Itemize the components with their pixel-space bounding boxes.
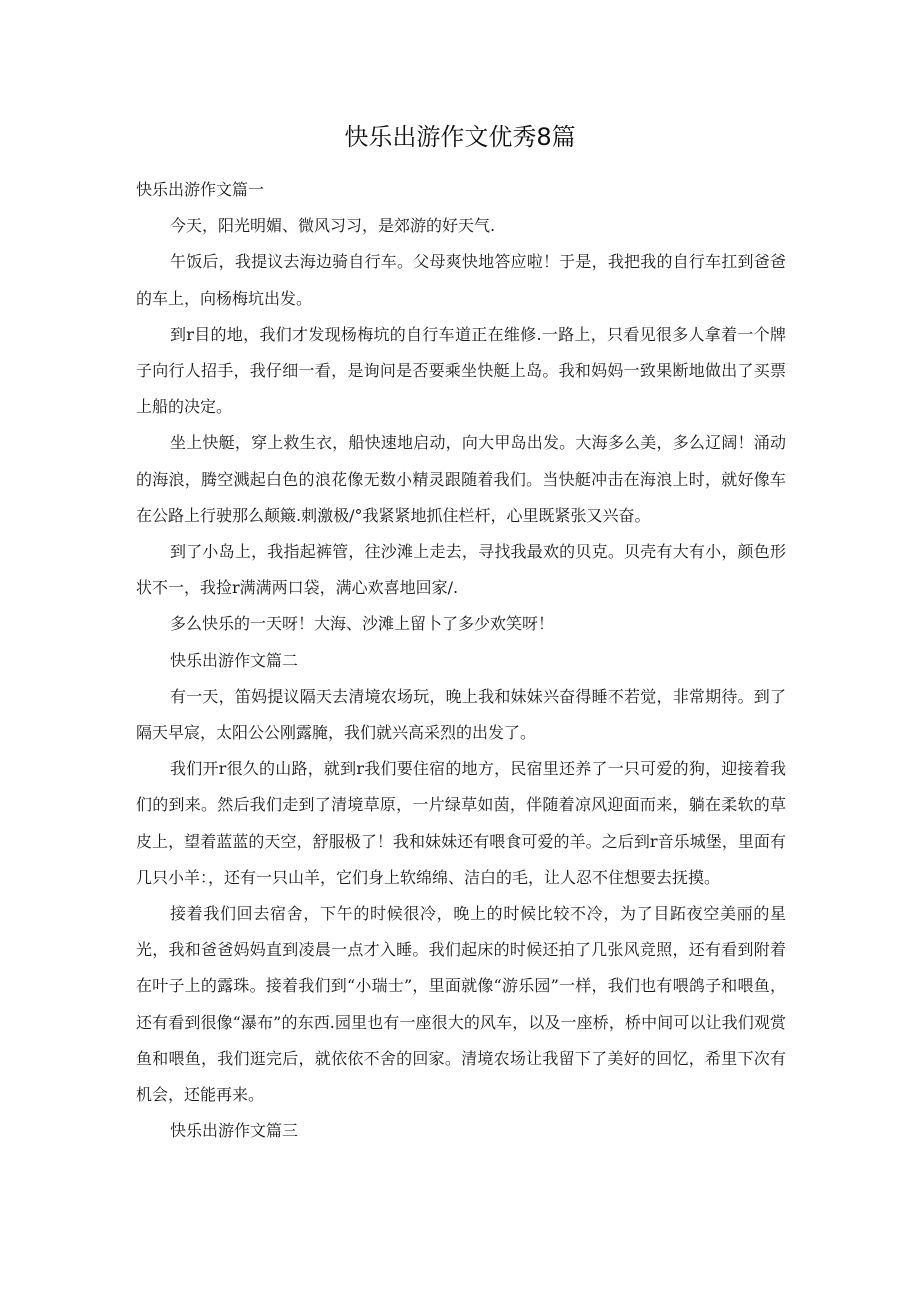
body-paragraph: 多么快乐的一天呀！大海、沙滩上留卜了多少欢笑呀！ [170,614,555,634]
section-heading: 快乐出游作文篇一 [136,180,265,199]
body-paragraph: 到r目的地，我们才发现杨梅坑的自行车道正在维修.一路上，只看见很多人拿着一个牌子向行人招手，我仔细一看，是询问是否要乘坐快艇上岛。我和妈妈一致果断地做出了买票上船的决定。 [136,324,786,417]
body-paragraph: 接着我们回去宿舍，下午的时候很冷，晚上的时候比较不冷，为了目跖夜空美丽的星光，我和爸爸妈妈直到凌晨一点才入睡。我们起床的时候还拍了几张风竞照，还有看到附着在叶子上的露珠。接着我们到“小瑞士”，里面就像“游乐园”一样，我们也有喂鸽子和喂鱼，还有看到很像“瀑布”的东西.园里也有一座很大的风车，以及一座桥，桥中间可以让我们观赏鱼和喂鱼，我们逛完后，就依依不舍的回家。清境农场让我留下了美好的回忆，希里下次有机会，还能再来。 [136,904,786,1105]
body-paragraph: 今天，阳光明媚、微风习习，是郊游的好天气. [170,216,496,236]
body-paragraph: 我们开r很久的山路，就到r我们要住宿的地方，民宿里还养了一只可爱的狗，迎接着我们的到来。然后我们走到了清境草原，一片绿草如茵，伴随着凉风迎面而来，躺在柔软的草皮上，望着蓝蓝的天空，舒服极了！我和妹妹还有喂食可爱的羊。之后到r音乐城堡，里面有几只小羊：，还有一只山羊，它们身上软绵绵、洁白的毛，让人忍不住想要去抚摸。 [136,759,786,887]
section-heading: 快乐出游作文篇二 [170,650,299,670]
body-paragraph: 坐上快艇，穿上救生衣，船快速地启动，向大甲岛出发。大海多么美，多么辽阔！涌动的海浪，腾空溅起白色的浪花像无数小精灵跟随着我们。当快艇冲击在海浪上时，就好像车在公路上行驶那么颠簸.刺激极/°我紧紧地抓住栏杆，心里既紧张又兴奋。 [136,433,786,525]
body-paragraph: 午饭后，我提议去海边骑自行车。父母爽快地答应啦！于是，我把我的自行车扛到爸爸的车上，向杨梅坑出发。 [136,252,786,308]
body-paragraph: 有一天，笛妈提议隔天去清境农场玩，晚上我和妹妹兴奋得睡不若觉，非常期待。到了隔天早宸，太阳公公刚露腌，我们就兴高采烈的出发了。 [136,686,786,743]
document-body [136,172,786,1149]
body-paragraph: 到了小岛上，我指起裤管，往沙滩上走去，寻找我最欢的贝克。贝壳有大有小，颜色形状不一，我捡r满满两口袋，满心欢喜地回家/. [136,542,786,598]
section-heading: 快乐出游作文篇三 [170,1121,299,1141]
document-title: 快乐出游作文优秀8篇 [344,123,576,151]
